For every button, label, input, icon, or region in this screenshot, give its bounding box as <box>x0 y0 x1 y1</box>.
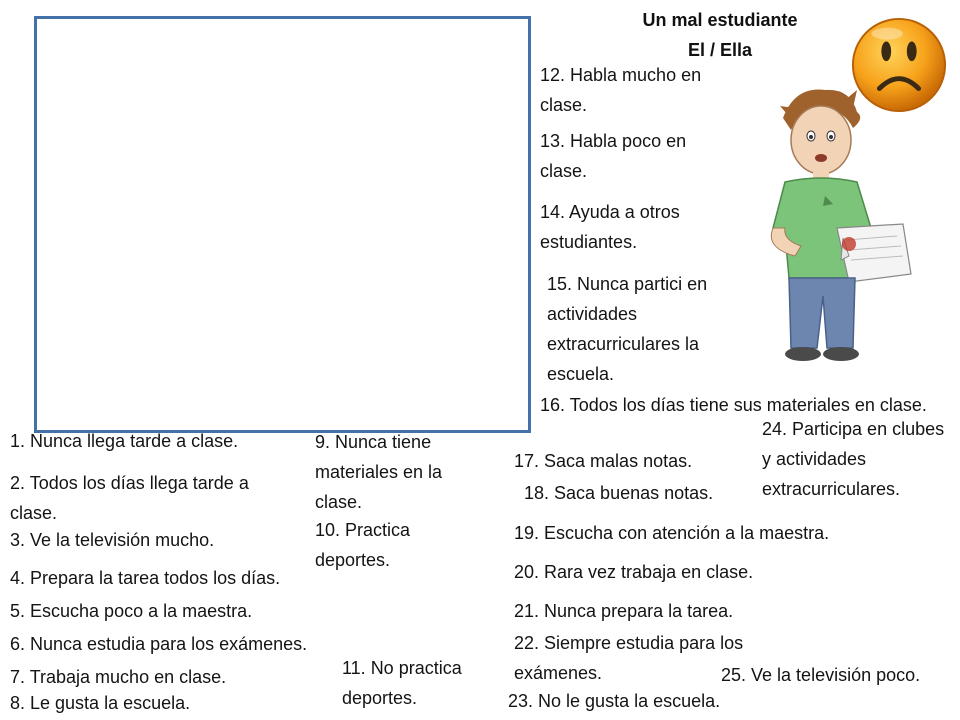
item-18: 18. Saca buenas notas. <box>524 483 714 503</box>
item-10: 10. Practica deportes. <box>315 520 411 570</box>
item-22: 22. Siempre estudia para los exámenes. <box>514 633 744 683</box>
item-20: 20. Rara vez trabaja en clase. <box>514 562 754 582</box>
item-24: 24. Participa en clubes y actividades extracurriculares. <box>762 419 945 499</box>
item-8: 8. Le gusta la escuela. <box>10 693 191 713</box>
item-15: 15. Nunca partici en actividades extracurriculares la escuela. <box>547 274 708 384</box>
item-19: 19. Escucha con atención a la maestra. <box>514 523 830 543</box>
item-9: 9. Nunca tiene materiales en la clase. <box>315 432 443 512</box>
item-21: 21. Nunca prepara la tarea. <box>514 601 734 621</box>
item-1: 1. Nunca llega tarde a clase. <box>10 431 239 451</box>
item-23: 23. No le gusta la escuela. <box>508 691 721 711</box>
title-line-2: El / Ella <box>687 40 753 60</box>
item-13: 13. Habla poco en clase. <box>540 131 687 181</box>
item-12: 12. Habla mucho en clase. <box>540 65 702 115</box>
answer-box <box>34 16 531 433</box>
item-7: 7. Trabaja mucho en clase. <box>10 667 227 687</box>
item-2: 2. Todos los días llega tarde a clase. <box>10 473 249 523</box>
item-14: 14. Ayuda a otros estudiantes. <box>540 202 680 252</box>
item-5: 5. Escucha poco a la maestra. <box>10 601 253 621</box>
item-4: 4. Prepara la tarea todos los días. <box>10 568 281 588</box>
title-line-1: Un mal estudiante <box>642 10 798 30</box>
item-3: 3. Ve la televisión mucho. <box>10 530 215 550</box>
item-11: 11. No practica deportes. <box>342 658 462 708</box>
item-17: 17. Saca malas notas. <box>514 451 693 471</box>
item-16: 16. Todos los días tiene sus materiales en clase. <box>540 395 927 415</box>
confused-student-illustration <box>725 78 950 368</box>
item-6: 6. Nunca estudia para los exámenes. <box>10 634 308 654</box>
item-25: 25. Ve la televisión poco. <box>721 665 921 685</box>
